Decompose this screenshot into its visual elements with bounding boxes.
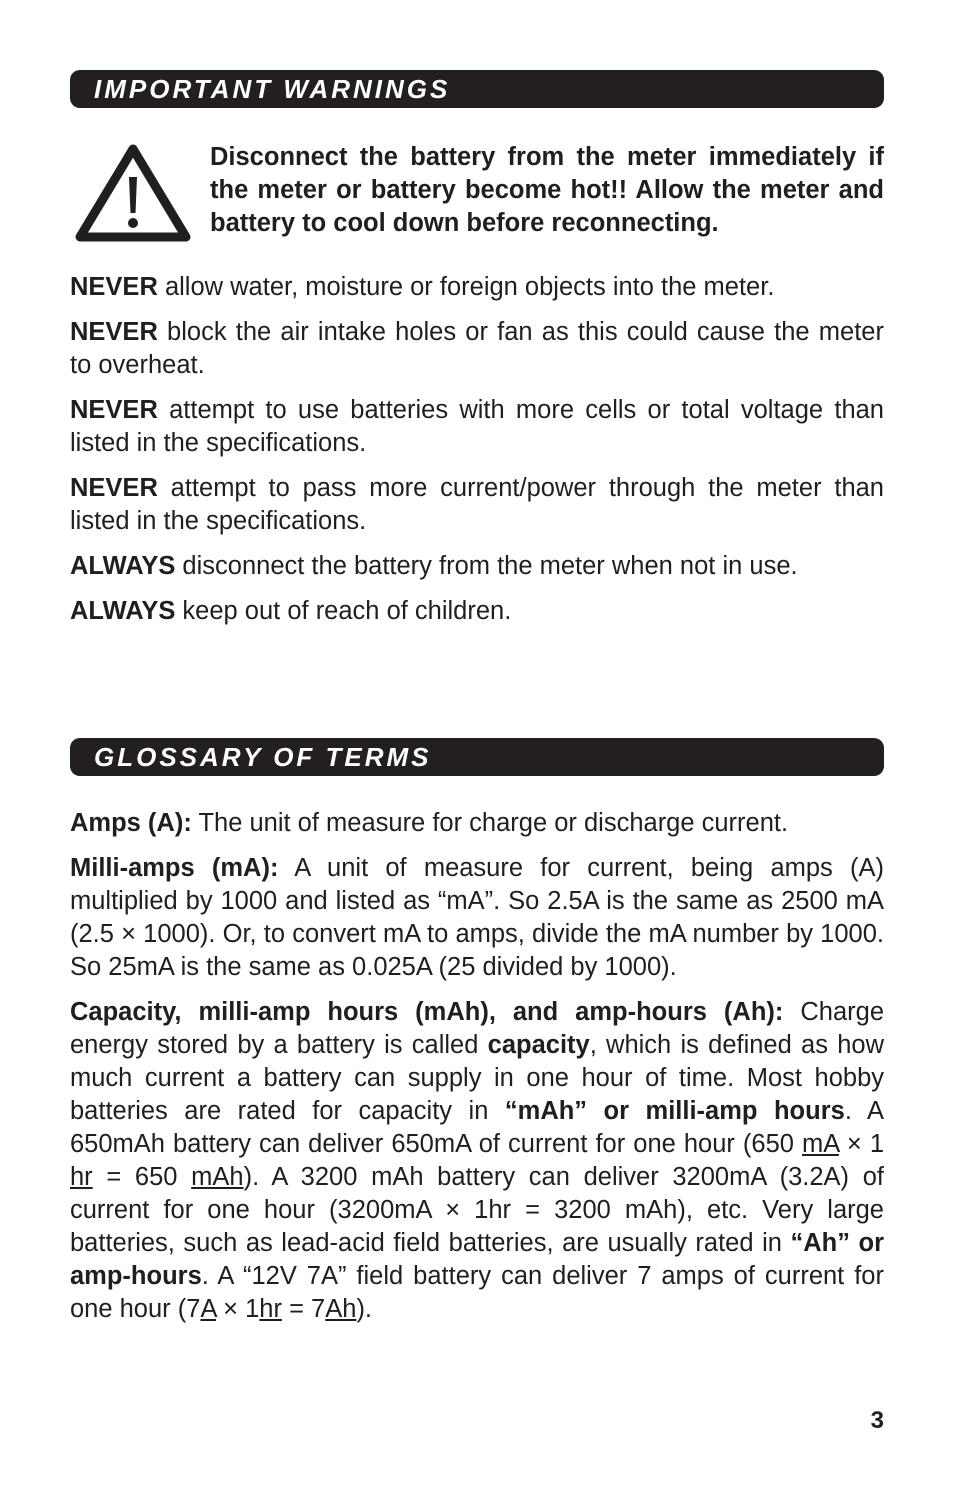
unit-underlined: hr xyxy=(259,1295,282,1323)
unit-underlined: A xyxy=(200,1295,217,1323)
unit-underlined: mAh xyxy=(191,1163,244,1191)
glossary-term: Milli-amps (mA): xyxy=(70,854,279,882)
warning-item xyxy=(70,595,884,628)
warning-callout xyxy=(70,141,884,243)
glossary-entry-milliamps xyxy=(70,852,884,984)
definition-text: ). xyxy=(356,1295,373,1323)
unit-underlined: mA xyxy=(802,1130,839,1158)
definition-text: ). A 3200 mAh battery can deliver 3200mA (3.2A) of current for one hour (3200mA × 1hr = 3200 mAh), etc. Very large batteries, such as lead-acid field batteries, are usually rated in xyxy=(70,1163,884,1257)
page-number: 3 xyxy=(870,1407,884,1434)
definition-emphasis: capacity xyxy=(487,1031,590,1059)
warning-keyword: ALWAYS xyxy=(70,552,176,580)
warning-item xyxy=(70,394,884,460)
definition-text: = 650 xyxy=(92,1163,192,1191)
unit-underlined: hr xyxy=(70,1163,93,1191)
warning-text: attempt to use batteries with more cells or total voltage than listed in the specifications. xyxy=(70,396,884,457)
definition-emphasis: “Ah” or amp-hours xyxy=(70,1229,885,1290)
warning-text: allow water, moisture or foreign objects into the meter. xyxy=(157,273,775,301)
warning-triangle-icon xyxy=(74,143,192,243)
definition-text: × 1 xyxy=(216,1295,260,1323)
warning-item xyxy=(70,316,884,382)
unit-underlined: Ah xyxy=(325,1295,357,1323)
warning-keyword: NEVER xyxy=(70,474,158,502)
important-warnings-heading: IMPORTANT WARNINGS xyxy=(70,70,884,108)
glossary-entry-amps xyxy=(70,807,884,840)
warning-keyword: ALWAYS xyxy=(70,597,176,625)
definition-text: . A 650mAh battery can deliver 650mA of current for one hour (650 xyxy=(70,1097,884,1158)
warning-item xyxy=(70,550,884,583)
definition-text: = 7 xyxy=(281,1295,326,1323)
definition-text: , which is defined as how much current a battery can supply in one hour of time. Most hobby batteries are rated for capacity in xyxy=(70,1031,884,1125)
definition-text: . A “12V 7A” field battery can deliver 7 amps of current for one hour (7 xyxy=(70,1262,884,1323)
warning-text: disconnect the battery from the meter when not in use. xyxy=(175,552,798,580)
glossary-term: Capacity, milli-amp hours (mAh), and amp-hours (Ah): xyxy=(70,998,784,1026)
definition-emphasis: “mAh” or milli-amp hours xyxy=(504,1097,845,1125)
warning-keyword: NEVER xyxy=(70,273,158,301)
warning-text: block the air intake holes or fan as this could cause the meter to overheat. xyxy=(70,318,884,379)
definition-text: × 1 xyxy=(838,1130,884,1158)
warning-item xyxy=(70,472,884,538)
definition-text: Charge energy stored by a battery is called xyxy=(70,998,884,1059)
warning-callout-text: Disconnect the battery from the meter immediately if the meter or battery become hot!! Allow the meter and battery to cool down before reconnecting. xyxy=(210,143,884,237)
glossary-definition: The unit of measure for charge or discharge current. xyxy=(191,809,789,837)
glossary-entry-capacity xyxy=(70,996,884,1326)
warning-text: keep out of reach of children. xyxy=(175,597,512,625)
manual-page xyxy=(70,70,884,1326)
glossary-heading: GLOSSARY OF TERMS xyxy=(70,738,884,776)
glossary-definition: A unit of measure for current, being amps (A) multiplied by 1000 and listed as “mA”. So 2.5A is the same as 2500 mA (2.5 × 1000). Or, to convert mA to amps, divide the mA number by 1000. So 25mA is the same as 0.025A (25 divided by 1000). xyxy=(70,854,884,981)
warning-keyword: NEVER xyxy=(70,318,158,346)
warning-item xyxy=(70,271,884,304)
warning-keyword: NEVER xyxy=(70,396,158,424)
glossary-term: Amps (A): xyxy=(70,809,192,837)
warning-text: attempt to pass more current/power through the meter than listed in the specifications. xyxy=(70,474,884,535)
